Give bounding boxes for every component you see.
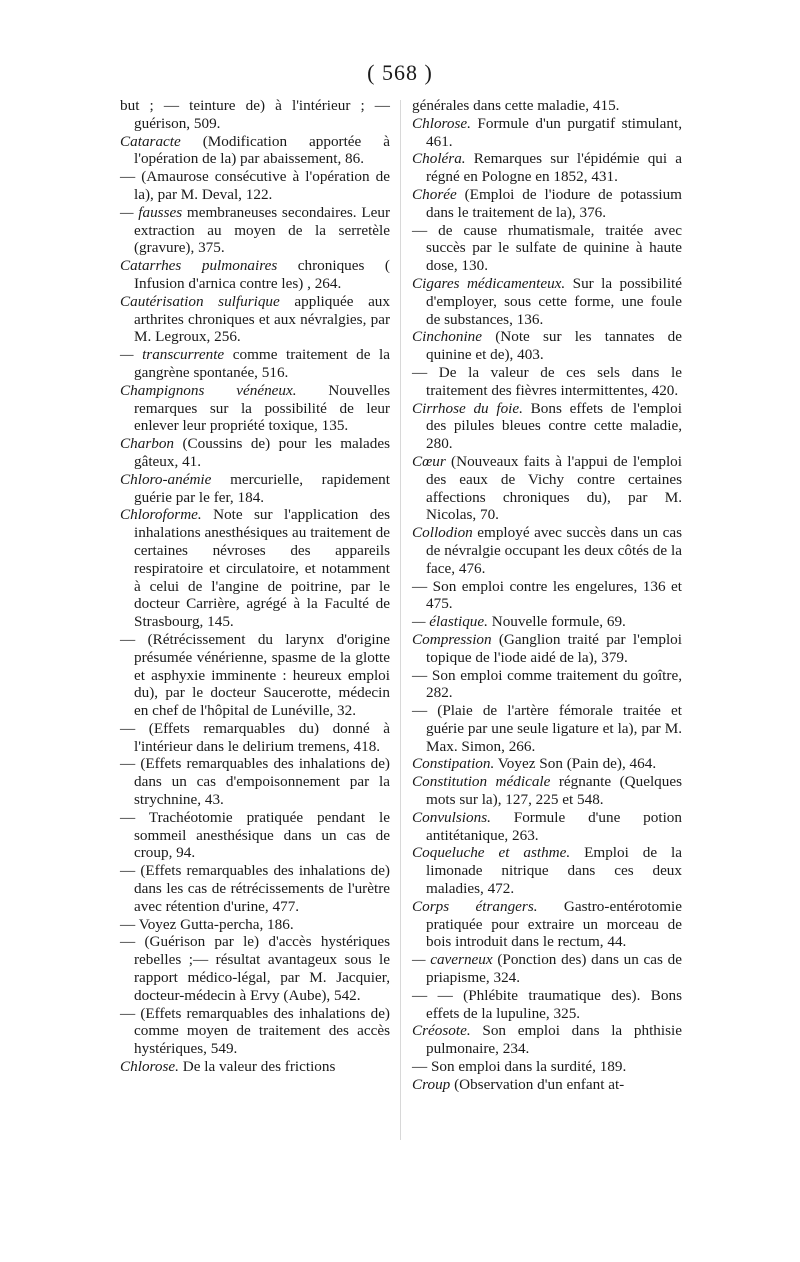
index-entry	[120, 916, 390, 934]
entry-heading: Collodion	[412, 524, 473, 542]
index-entry	[412, 400, 682, 453]
entry-text: — (Rétrécissement du larynx d'origine présumée vénérienne, spasme de la glotte et asphyxie imminente : heureux emploi du), par le docteur Saucerotte, médecin en chef de l'hôpital de Lunéville, 32.	[120, 630, 390, 720]
index-entry	[412, 150, 682, 186]
entry-heading: Charbon	[120, 435, 175, 453]
index-entry	[120, 720, 390, 756]
entry-heading: Convulsions.	[412, 808, 491, 826]
entry-heading: Chloro-anémie	[120, 470, 212, 488]
entry-text: (Modification apportée à l'opération de la) par abaissement, 86.	[134, 132, 390, 168]
index-entry	[412, 755, 682, 773]
right-column	[412, 97, 682, 1094]
index-entry	[412, 275, 682, 328]
entry-heading: Créosote.	[412, 1022, 471, 1040]
index-entry	[412, 524, 682, 577]
index-entry	[412, 364, 682, 400]
entry-text: appliquée aux arthrites chroniques et aux névralgies, par M. Legroux, 256.	[134, 292, 390, 346]
entry-text: De la valeur des frictions	[178, 1058, 336, 1076]
entry-text: — de cause rhumatismale, traitée avec succès par le sulfate de quinine à haute dose, 130.	[412, 221, 682, 275]
entry-text: Emploi de la limonade nitrique dans ces deux maladies, 472.	[426, 844, 682, 898]
entry-text: (Emploi de l'iodure de potassium dans le traitement de la), 376.	[426, 185, 682, 221]
entry-text: employé avec succès dans un cas de névralgie occupant les deux côtés de la face, 476.	[426, 524, 682, 577]
entry-heading: Champignons vénéneux.	[120, 381, 297, 399]
index-entry	[120, 168, 390, 204]
index-entry	[412, 844, 682, 897]
index-entry	[412, 97, 682, 115]
entry-heading: Coqueluche et asthme.	[412, 844, 571, 862]
left-column	[120, 97, 390, 1076]
entry-heading: — fausses	[120, 203, 183, 221]
entry-heading: Corps étrangers.	[412, 897, 538, 915]
entry-heading: Cinchonine	[412, 328, 483, 346]
entry-heading: Chlorose.	[120, 1058, 179, 1076]
entry-text: — — (Phlébite traumatique des). Bons effets de la lupuline, 325.	[412, 986, 682, 1022]
index-entry	[412, 1058, 682, 1076]
entry-heading: Constipation.	[412, 755, 495, 773]
entry-text: chroniques ( Infusion d'arnica contre les) , 264.	[134, 257, 390, 292]
index-entry	[412, 328, 682, 364]
entry-text: Nouvelles remarques sur la possibilité de leur enlever leur propriété toxique, 135.	[134, 381, 390, 435]
entry-text: — Son emploi dans la surdité, 189.	[412, 1058, 627, 1076]
entry-text: (Ganglion traité par l'emploi topique de l'iode aidé de la), 379.	[426, 630, 682, 666]
entry-heading: Chlorose.	[412, 114, 471, 132]
index-entry	[412, 667, 682, 703]
index-entry	[412, 613, 682, 631]
entry-heading: — transcurrente	[120, 346, 225, 364]
entry-text: Nouvelle formule, 69.	[487, 613, 626, 631]
entry-heading: — caverneux	[412, 951, 493, 969]
index-entry	[412, 186, 682, 222]
entry-text: but ; — teinture de) à l'intérieur ; — guérison, 509.	[120, 97, 390, 132]
entry-text: — Voyez Gutta-percha, 186.	[120, 915, 294, 933]
entry-heading: Cautérisation sulfurique	[120, 292, 280, 310]
entry-heading: Cigares médicamenteux.	[412, 274, 566, 292]
index-entry	[120, 933, 390, 1004]
entry-text: Sur la possibilité d'employer, sous cette forme, une foule de substances, 136.	[426, 274, 682, 328]
entry-heading: Constitution médicale	[412, 773, 551, 791]
index-entry	[120, 1005, 390, 1058]
entry-text: (Nouveaux faits à l'appui de l'emploi des eaux de Vichy contre certaines affections chroniques du), par M. Nicolas, 70.	[426, 452, 682, 524]
index-entry	[412, 702, 682, 755]
index-entry	[412, 631, 682, 667]
entry-text: comme traitement de la gangrène spontanée, 516.	[134, 346, 390, 381]
entry-text: (Ponction des) dans un cas de priapisme, 324.	[426, 951, 682, 987]
entry-heading: — élastique.	[412, 613, 488, 631]
index-entry	[412, 1022, 682, 1058]
index-entry	[412, 115, 682, 151]
entry-text: Formule d'un purgatif stimulant, 461.	[426, 114, 682, 150]
entry-heading: Cirrhose du foie.	[412, 399, 523, 417]
entry-heading: Cœur	[412, 452, 446, 470]
index-entry	[120, 862, 390, 915]
entry-text: — (Guérison par le) d'accès hystériques rebelles ;— résultat avantageux sous le rapport médico-légal, par M. Jacquier, docteur-médecin à Ervy (Aube), 542.	[120, 933, 390, 1004]
entry-text: Note sur l'application des inhalations anesthésiques au traitement de certaines névroses des appareils respiratoire et circulatoire, et notamment à celui de l'angine de poitrine, par le docteur Carrière, agrégé à la Faculté de Strasbourg, 145.	[134, 506, 390, 631]
index-entry	[120, 435, 390, 471]
index-entry	[412, 898, 682, 951]
entry-text: — Son emploi contre les engelures, 136 et 475.	[412, 577, 682, 613]
entry-text: (Coussins de) pour les malades gâteux, 41.	[134, 435, 390, 470]
entry-text: — Son emploi comme traitement du goître, 282.	[412, 666, 682, 702]
index-entry	[120, 382, 390, 435]
index-entry	[120, 506, 390, 631]
index-entry	[412, 987, 682, 1023]
entry-text: — (Plaie de l'artère fémorale traitée et guérie par une seule ligature et la), par M. Max. Simon, 266.	[412, 702, 682, 755]
index-entry	[120, 471, 390, 507]
entry-heading: Catarrhes pulmonaires	[120, 257, 278, 275]
index-entry	[120, 257, 390, 293]
index-entry	[120, 631, 390, 720]
entry-text: — (Effets remarquables des inhalations de) comme moyen de traitement des accès hystériques, 549.	[120, 1004, 390, 1058]
index-entry	[412, 809, 682, 845]
index-entry	[120, 204, 390, 257]
entry-heading: Croup	[412, 1075, 451, 1093]
entry-text: — (Effets remarquables du) donné à l'intérieur dans le delirium tremens, 418.	[120, 719, 390, 755]
entry-text: mercurielle, rapidement guérie par le fer, 184.	[134, 470, 390, 506]
entry-heading: Choléra.	[412, 150, 466, 168]
index-entry	[412, 578, 682, 614]
entry-text: générales dans cette maladie, 415.	[412, 97, 620, 114]
index-entry	[120, 293, 390, 346]
index-entry	[120, 97, 390, 133]
entry-text: — Trachéotomie pratiquée pendant le sommeil anesthésique dans un cas de croup, 94.	[120, 808, 390, 862]
index-entry	[120, 809, 390, 862]
entry-text: (Observation d'un enfant at-	[450, 1075, 625, 1093]
entry-text: Formule d'une potion antitétanique, 263.	[426, 808, 682, 844]
entry-heading: Cataracte	[120, 132, 181, 150]
entry-text: — (Amaurose consécutive à l'opération de la), par M. Deval, 122.	[120, 168, 390, 203]
entry-heading: Chorée	[412, 185, 457, 203]
index-entry	[412, 773, 682, 809]
page-number: ( 568 )	[367, 60, 433, 85]
index-entry	[120, 133, 390, 169]
index-entry	[120, 1058, 390, 1076]
index-entry	[412, 1076, 682, 1094]
entry-text: (Note sur les tannates de quinine et de), 403.	[426, 328, 682, 364]
index-entry	[412, 951, 682, 987]
entry-text: membraneuses secondaires. Leur extraction au moyen de la serretèle (gravure), 375.	[134, 203, 391, 257]
entry-heading: Compression	[412, 630, 492, 648]
entry-text: Remarques sur l'épidémie qui a régné en Pologne en 1852, 431.	[426, 150, 682, 186]
index-entry	[412, 453, 682, 524]
index-entry	[412, 222, 682, 275]
entry-text: Son emploi dans la phthisie pulmonaire, 234.	[426, 1022, 682, 1058]
entry-heading: Chloroforme.	[120, 506, 202, 524]
column-divider	[400, 100, 401, 1140]
entry-text: Gastro-entérotomie pratiquée pour extraire un morceau de bois introduit dans le rectum, 44.	[426, 897, 682, 951]
entry-text: Voyez Son (Pain de), 464.	[494, 755, 657, 773]
entry-text: — (Effets remarquables des inhalations de) dans un cas d'empoisonnement par la strychnine, 43.	[120, 755, 390, 809]
entry-text: régnante (Quelques mots sur la), 127, 225 et 548.	[426, 773, 682, 809]
index-entry	[120, 346, 390, 382]
entry-text: Bons effets de l'emploi des pilules bleues contre cette maladie, 280.	[426, 399, 683, 453]
entry-text: — De la valeur de ces sels dans le traitement des fièvres intermittentes, 420.	[412, 363, 682, 399]
index-entry	[120, 755, 390, 808]
entry-text: — (Effets remarquables des inhalations de) dans les cas de rétrécissements de l'urètre avec rétention d'urine, 477.	[120, 862, 390, 915]
